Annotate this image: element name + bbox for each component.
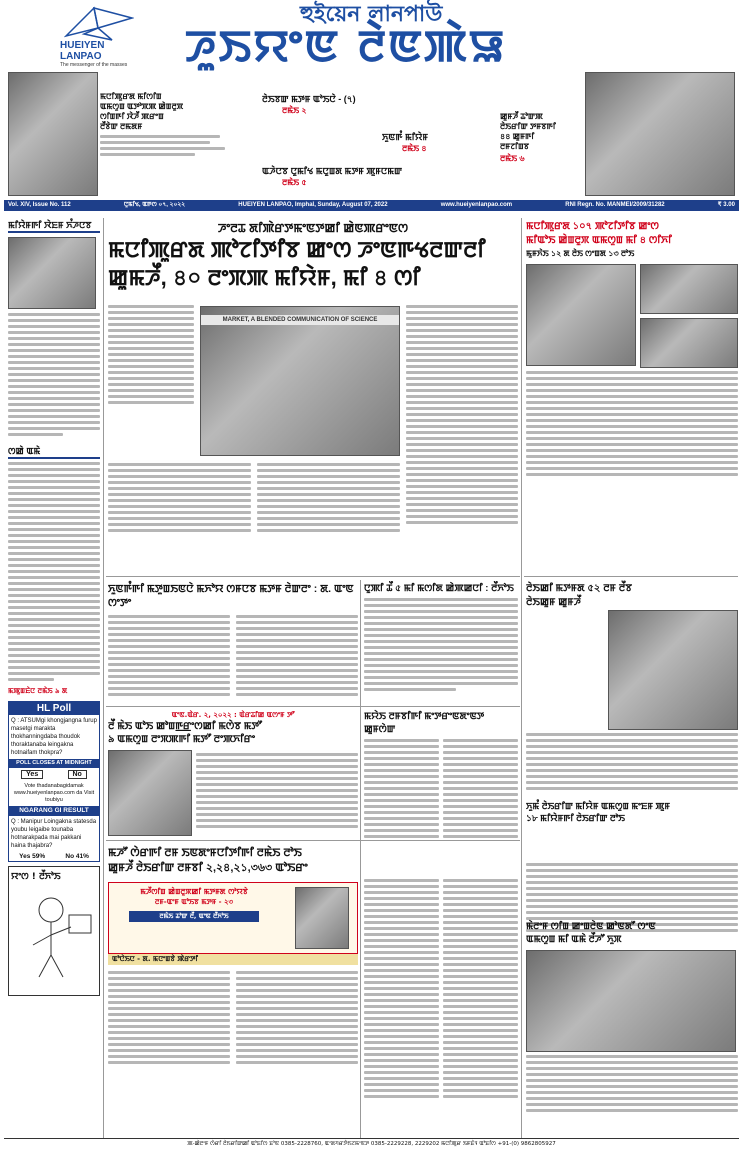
teaser-left-line-1: ꯃꯅꯤꯄꯨꯔꯗ ꯃꯤꯁꯤꯡ [100, 92, 162, 101]
hl-poll-title: HL Poll [9, 702, 99, 715]
right-story-1-headline-3: ꯃꯨꯝꯈꯥꯏ ১২ ꯗ ꯂꯥꯏ ꯁꯦꯡꯗ ১৩ ꯂꯣꯏ [526, 249, 635, 258]
story-6 [108, 846, 358, 1136]
logo-tagline: The messenger of the masses [60, 62, 128, 68]
ad-subtitle: ꯂꯝ-ꯑꯦꯝ ꯑꯣꯏꯕ ꯃꯇꯝ - ২৩ [154, 898, 234, 906]
left-box2-title: ꯁꯀꯥ ꯑꯃꯥ [8, 444, 100, 459]
teaser-center-mid-page: ꯂꯃꯥꯏ ৪ [402, 144, 427, 153]
teaser-center-bottom-page: ꯂꯃꯥꯏ ৫ [282, 178, 307, 187]
masthead [0, 0, 743, 72]
hl-poll-vote-note[interactable]: Vote thadanabagidamak www.hueiyenlanpao.com da Visit toubiyu [13, 783, 95, 803]
lead-headline-2: ꯀꯨꯃꯍꯩ, ৪০ ꯂꯦꯞꯄ ꯃꯤꯌꯥꯝ, ꯃꯤ ৪ ꯁꯤ [108, 265, 421, 290]
teaser-left-list[interactable] [100, 92, 250, 159]
lead-headline-1: ꯃꯅꯤꯄꯨꯔꯗ ꯄꯣꯖꯤꯇꯤꯕ ꯀꯦꯁ ꯍꯦꯟꯒꯠꯂꯛꯂꯤ [108, 237, 486, 262]
left-column [8, 220, 100, 1140]
teaser-left-line-2: ꯑꯃꯁꯨꯡ ꯑꯇꯣꯞꯄ ꯀꯥꯡꯂꯨꯞ [100, 102, 184, 111]
footer-bar: ꯄ-ꯀꯥꯂꯦꯝ ꯁꯥꯔꯤ ꯂꯥꯏꯔꯤꯛꯀꯤ ꯑꯣꯐꯤꯁ ꯐꯣꯟ 0385-2228760, ꯑꯦꯗꯚꯔꯇꯥꯏꯖꯃꯦꯟꯇ 0385-2229228, 2229202 ꯃꯅꯤꯄꯨꯔ ꯏꯝꯐꯥꯜ ꯑꯣꯐꯤꯁ +91-(0) 9862805927 [4, 1138, 739, 1149]
teaser-center-top: ꯂꯥꯏꯕꯛ ꯃꯇꯝ ꯑꯣꯏꯅꯥ - (৭) [262, 94, 356, 104]
rni-number: RNI Regn. No. MANMEI/2009/31282 [565, 202, 665, 208]
hl-poll-closes: POLL CLOSES AT MIDNIGHT [9, 759, 99, 768]
origami-bird-icon [64, 6, 134, 42]
teaser-photo-left [8, 72, 98, 196]
lead-col-bottom [108, 460, 400, 535]
poll-no-option[interactable]: No [68, 770, 87, 779]
right-story-1 [526, 220, 738, 550]
story-4-kicker: ꯑꯦꯟ.ꯑꯥꯔ. ২, ২০২২ : ꯑꯥꯔꯊꯤꯀ ꯑꯁꯦꯝ ꯇꯧ [171, 711, 295, 719]
ad-title: ꯃꯍꯩꯁꯤꯡ ꯀꯥꯡꯂꯨꯞꯀꯤ ꯃꯇꯝꯗ ꯁꯣꯌꯕꯥ [140, 887, 248, 896]
teaser-right-line-2: ꯂꯥꯏꯔꯤꯛ ꯇꯝꯕꯒꯤ [500, 122, 556, 131]
left-box2-text [8, 462, 100, 681]
teaser-center[interactable] [262, 94, 492, 190]
right-story-4 [526, 920, 738, 1136]
story-4-headline-1: ꯂꯩ ꯃꯥꯏ ꯑꯣꯏ ꯀꯣꯡꯒ꯭ꯔꯦꯁꯀꯤ ꯃꯁꯥꯕ ꯃꯇꯧ [108, 721, 262, 732]
lead-col-1 [108, 302, 194, 407]
lead-story [108, 220, 518, 575]
story-4-headline-2: ৯ ꯑꯃꯁꯨꯡ ꯂꯦꯞꯄꯒꯤ ꯃꯇꯧ ꯂꯦꯄꯈꯤꯔꯦ [108, 734, 255, 745]
masthead-title-top: হুইয়েন লানপাউ [300, 2, 443, 27]
story-4 [108, 710, 358, 840]
cartoon-drawing [11, 885, 99, 985]
result-yes: Yes 59% [19, 853, 46, 860]
right-story-4-headline-1: ꯃꯥꯂꯦꯝ ꯁꯤꯡ ꯀꯦꯡꯂꯥꯟ ꯀꯣꯟꯗꯧ ꯁꯦꯟ [526, 921, 656, 932]
ad-footer: ꯑꯣꯅꯥꯏꯅ - ꯗ. ꯃꯅꯦꯡꯕꯥ ꯄꯥꯔꯇꯤ [108, 954, 358, 965]
ngarang-result-title: NGARANG GI RESULT [9, 806, 99, 816]
story-6-headline-1: ꯃꯍꯧ ꯁꯥꯔꯒꯤ ꯂꯝ ꯏꯟꯗꯦꯝꯅꯤꯇꯤꯒꯤ ꯂꯃꯥꯏ ꯂꯣꯏ [108, 847, 302, 859]
right-story-2 [526, 582, 738, 794]
cartoon-box [8, 866, 100, 996]
right-story-2-headline-1: ꯂꯥꯏꯀꯤ ꯃꯇꯝꯗ ৫২ ꯂꯝ ꯂꯩꯕ [526, 583, 632, 594]
price: ₹ 3.00 [717, 202, 735, 208]
lead-col-4 [406, 302, 518, 527]
story-5-headline: ꯃꯌꯥꯏ ꯂꯝꯕꯤꯒꯤ ꯃꯦꯇꯔꯦꯟꯗꯦꯟꯇ ꯀꯨꯝꯁꯥꯛ [364, 711, 485, 735]
manipuri-date: ꯅꯨꯃꯤꯠ, ꯑꯒꯁ ০৭, ২০২২ [123, 202, 186, 208]
right-story-2-portrait [608, 610, 738, 730]
teaser-left-line-3: ꯁꯤꯡꯒꯤ ꯋꯥꯍꯩ ꯄꯔꯦꯡ [100, 112, 164, 121]
story-6-headline-2: ꯀꯨꯝꯍꯩ ꯂꯥꯏꯔꯤꯛ ꯂꯝꯕꯤ ২,২৪,২১,৩৬৩ ꯑꯣꯏꯔꯦ [108, 862, 308, 874]
right-story-1-headline-1: ꯃꯅꯤꯄꯨꯔꯗ ১০৭ ꯄꯣꯖꯤꯇꯤꯕ ꯀꯦꯁ [526, 221, 659, 232]
left-box1-text [8, 313, 100, 436]
right-story-3-headline-2: ১৮ ꯃꯤꯌꯥꯝꯒꯤ ꯂꯥꯏꯔꯤꯛ ꯂꯣꯏ [526, 813, 625, 823]
teaser-right-line-1: ꯀꯨꯝꯍꯩ ꯊꯣꯛꯄ [500, 112, 543, 121]
lead-photo [200, 306, 400, 456]
result-no: No 41% [65, 853, 89, 860]
ad-button[interactable]: ꯂꯃꯥꯏ ꯊꯣꯛ ꯂꯩ, ꯑꯦꯟ ꯂꯩꯈꯣꯏ [129, 911, 259, 922]
story-5 [364, 710, 518, 840]
logo [60, 6, 140, 68]
left-box1-title: ꯃꯤꯌꯥꯝꯒꯤ ꯋꯥꯐꯝ ꯈꯪꯍꯅꯕ [8, 220, 100, 233]
volume-issue: Vol. XIV, Issue No. 112 [8, 202, 71, 208]
left-more-link[interactable]: ꯃꯄꯨꯡꯐꯥꯅ ꯂꯃꯥꯏ ৯ ꯗ [8, 687, 68, 695]
right-story-1-photo-a [526, 264, 636, 366]
story-2-headline: ꯈꯨꯟꯒꯪꯒꯤ ꯃꯇꯨꯡꯏꯟꯅꯥ ꯃꯈꯣꯌ ꯁꯝꯅꯕ ꯃꯇꯝ ꯂꯥꯛꯂꯦ : ꯗ. ꯑꯦꯟ ꯁꯦꯇꯦ [108, 583, 354, 609]
masthead-title: ꯍꯨꯏꯌꯦꯟ ꯂꯥꯟꯄꯥꯎ [185, 21, 507, 72]
story-2 [108, 582, 358, 704]
right-story-4-photo [526, 950, 736, 1052]
story-3 [364, 582, 518, 704]
lead-kicker: ꯍꯦꯂꯊ ꯗꯤꯄꯥꯔꯇꯃꯦꯟꯇꯀꯤ ꯀꯥꯟꯄꯔꯦꯟꯁ [217, 221, 409, 235]
teaser-center-mid: ꯈꯨꯟꯒꯪ ꯃꯤꯌꯥꯝ [382, 132, 429, 142]
right-story-3-headline-1: ꯈꯨꯃꯪ ꯂꯥꯏꯔꯤꯛ ꯃꯤꯌꯥꯝ ꯑꯃꯁꯨꯡ ꯃꯦꯐꯝ ꯄꯨꯝ [526, 801, 671, 811]
paper-dateline: HUEIYEN LANPAO, Imphal, Sunday, August 07, 2022 [238, 202, 388, 208]
story-6-continued [364, 846, 518, 1136]
right-story-3-head [526, 800, 738, 824]
lead-photo-banner: MARKET, A BLENDED COMMUNICATION OF SCIENCE [201, 315, 399, 325]
teaser-left-line-4: ꯂꯩꯕꯥꯛ ꯂꯃꯗꯝ [100, 122, 143, 131]
poll-yes-option[interactable]: Yes [21, 770, 43, 779]
teaser-center-bottom: ꯑꯍꯥꯅꯕ ꯅꯨꯃꯤꯠ ꯃꯅꯨꯡꯗ ꯃꯇꯝ ꯄꯨꯝꯅꯃꯛ [262, 166, 403, 176]
info-bar [4, 200, 739, 211]
story-3-headline: ꯅꯨꯄꯤ ꯊꯩ ৫ ꯃꯤ ꯃꯁꯤꯗ ꯀꯥꯄꯀꯅꯤ : ꯂꯩꯈꯣꯏ [364, 583, 514, 594]
right-story-2-headline-2: ꯂꯥꯏꯀꯨꯝ ꯀꯨꯝꯍꯩ [526, 597, 581, 608]
right-story-1-headline-2: ꯃꯤꯑꯣꯏ ꯀꯥꯡꯂꯨꯞ ꯑꯃꯁꯨꯡ ꯃꯤ ৪ ꯁꯤꯈꯤ [526, 235, 672, 246]
left-box1-photo [8, 237, 96, 309]
right-story-4-headline-2: ꯑꯃꯁꯨꯡ ꯃꯤ ꯑꯃꯥ ꯂꯩꯍꯧ ꯈꯨꯞ [526, 934, 622, 945]
ngarang-result-question: Q : Manipur Loingakna statesda youbu leigaibe tounaba hotnarakpada mai pakkani haina thajabra? [11, 819, 97, 849]
teaser-right-list[interactable] [500, 112, 582, 166]
teaser-center-top-page: ꯂꯃꯥꯏ ২ [282, 106, 307, 115]
logo-text: HUEIYEN LANPAO [60, 40, 105, 62]
right-story-1-photo-b [640, 264, 738, 314]
story-4-photo [108, 750, 192, 836]
teaser-strip [0, 72, 743, 198]
website-link[interactable]: www.hueiyenlanpao.com [440, 202, 513, 208]
teaser-right-line-4: ꯂꯝꯖꯤꯡꯕ [500, 142, 530, 151]
teaser-right-line-3: ৪৪ ꯀꯨꯝꯒꯤ [500, 132, 535, 141]
right-story-1-photo-c [640, 318, 738, 368]
ad-box[interactable] [108, 882, 358, 954]
hl-poll-question: Q : ATSUMgi khongjangna furup masetgi marakta thokhanningdaba thoudok thoraktanaba leingakna hotnaifam thokpra? [11, 718, 97, 756]
teaser-photo-right [585, 72, 735, 196]
cartoon-title: ꯌꯦꯁ ! ꯂꯩꯈꯣꯏ [11, 872, 61, 882]
hl-poll-box [8, 701, 100, 862]
teaser-right-page: ꯂꯃꯥꯏ ৬ [500, 154, 525, 163]
ad-portrait [295, 887, 349, 949]
